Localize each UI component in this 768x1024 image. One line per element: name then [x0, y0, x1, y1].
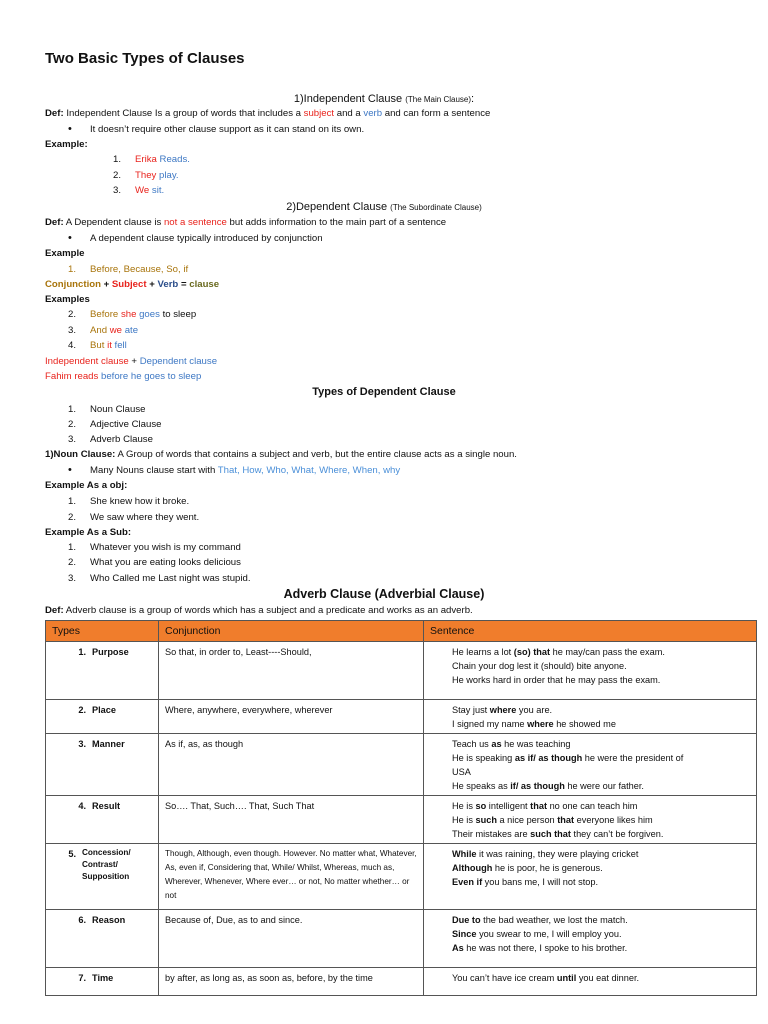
example-sentence — [452, 737, 750, 751]
list-number: 2. — [113, 170, 122, 181]
independent-clause-label: Independent clause — [45, 356, 129, 367]
table-row — [46, 968, 757, 996]
sentence-text: you swear to me, I will employ you. — [476, 929, 622, 939]
sentence-text: He is — [452, 801, 476, 811]
sentence-text: He learns a lot — [452, 647, 514, 657]
adverb-heading: Adverb Clause (Adverbial Clause) — [283, 587, 485, 601]
type-cell — [46, 910, 159, 968]
sentence-text: he were our father. — [564, 781, 644, 791]
clause-combination — [45, 356, 217, 368]
conjunction-examples: Before, Because, So, if — [90, 264, 189, 275]
example-sentence — [452, 645, 750, 659]
list-number: 3. — [68, 325, 77, 336]
dependent-clause-label: Dependent clause — [139, 356, 218, 367]
example-sentence — [452, 927, 750, 941]
list-label: What you are eating looks delicious — [90, 557, 241, 568]
example-sentence — [452, 813, 750, 827]
clause-formula — [45, 279, 219, 291]
type-cell — [46, 642, 159, 700]
sentence-keyword: that — [530, 801, 548, 811]
list-item — [68, 573, 251, 585]
dependent-heading-text: 2)Dependent Clause — [286, 201, 388, 213]
formula-conjunction: Conjunction — [45, 279, 101, 290]
type-label: Place — [92, 705, 117, 715]
list-item — [68, 512, 199, 524]
formula-plus: + — [146, 279, 158, 290]
sentence-text: USA — [452, 767, 471, 777]
type-number: 6. — [78, 915, 86, 925]
list-number: 2. — [68, 512, 77, 523]
list-label: Noun Clause — [90, 404, 146, 415]
sentence-text: they can’t be forgiven. — [570, 829, 664, 839]
sentence-keyword: where — [489, 705, 517, 715]
independent-heading-sub: (The Main Clause) — [405, 95, 472, 104]
sentence-text: no one can teach him — [547, 801, 638, 811]
type-label: Manner — [92, 739, 125, 749]
sentence-text: You can’t have ice cream — [452, 973, 557, 983]
example-conjunction: Before — [90, 309, 119, 320]
sentence-text: He is speaking — [452, 753, 515, 763]
sentence-keyword: until — [556, 973, 577, 983]
def-text: and a — [334, 108, 364, 119]
list-item — [113, 170, 179, 182]
example-sub-label: Example As a Sub: — [45, 527, 132, 538]
formula-subject: Subject — [111, 279, 147, 290]
list-number: 4. — [68, 340, 77, 351]
def-text: Adverb clause is a group of words which has a subject and a predicate and works as an adverb. — [63, 605, 473, 616]
table-row — [46, 844, 757, 910]
sentence-keyword: where — [527, 719, 554, 729]
sentence-keyword: Due to — [452, 915, 481, 925]
examples-label: Examples — [45, 294, 90, 305]
combination-example — [45, 371, 201, 383]
conjunction-cell: As if, as, as though — [159, 734, 424, 796]
bullet-keywords: That, How, Who, What, Where, When, why — [217, 465, 401, 476]
type-label: Time — [92, 973, 114, 983]
sentence-text: it was raining, they were playing cricket — [476, 849, 639, 859]
list-label: Whatever you wish is my command — [90, 542, 241, 553]
sentence-text: Chain your dog lest it (should) bite anyone. — [452, 661, 627, 671]
table-row — [46, 910, 757, 968]
types-heading: Types of Dependent Clause — [312, 386, 456, 398]
sentence-cell — [424, 844, 757, 910]
list-item — [68, 340, 127, 352]
sentence-text: intelligent — [486, 801, 531, 811]
type-number: 1. — [78, 647, 86, 657]
example-sentence — [452, 971, 750, 985]
def-text: and can form a sentence — [382, 108, 491, 119]
sentence-keyword: if/ as though — [510, 781, 565, 791]
sentence-text: Teach us — [452, 739, 492, 749]
formula-equals: = — [178, 279, 190, 290]
combination-dependent: before he goes to sleep — [101, 371, 202, 382]
list-item — [68, 434, 153, 446]
sentence-text: a nice person — [496, 815, 558, 825]
adverb-clause-table — [45, 620, 757, 996]
sentence-text: Stay just — [452, 705, 490, 715]
noun-clause-label: 1)Noun Clause: — [45, 449, 116, 460]
list-number: 2. — [68, 309, 77, 320]
sentence-keyword: as if/ as though — [514, 753, 583, 763]
example-sentence — [452, 913, 750, 927]
table-header-row — [46, 621, 757, 642]
combination-plus: + — [128, 356, 140, 367]
type-number: 2. — [78, 705, 86, 715]
example-label: Example — [45, 248, 85, 259]
sentence-text: Their mistakes are — [452, 829, 531, 839]
independent-heading-text: 1)Independent Clause — [293, 93, 403, 105]
sentence-keyword: As — [452, 943, 464, 953]
table-row — [46, 734, 757, 796]
sentence-text: he was teaching — [501, 739, 571, 749]
type-label: Purpose — [92, 647, 129, 657]
sentence-text: he was not there, I spoke to his brother. — [463, 943, 628, 953]
sentence-keyword: Even if — [452, 877, 483, 887]
list-item — [68, 309, 196, 321]
list-label: Adjective Clause — [90, 419, 162, 430]
type-number: 7. — [78, 973, 86, 983]
example-sentence — [452, 941, 750, 955]
sentence-keyword: Although — [452, 863, 493, 873]
example-conjunction: But — [90, 340, 105, 351]
sentence-text: you bans me, I will not stop. — [482, 877, 599, 887]
independent-heading-colon: : — [471, 93, 475, 105]
sentence-text: he showed me — [553, 719, 616, 729]
sentence-text: He speaks as — [452, 781, 511, 791]
list-item — [68, 496, 189, 508]
type-cell — [46, 844, 159, 910]
type-cell — [46, 734, 159, 796]
example-verb: goes — [139, 309, 160, 320]
example-sentence — [452, 751, 750, 765]
example-verb: play. — [159, 170, 179, 181]
dependent-heading — [0, 201, 768, 214]
independent-bullet: • It doesn’t require other clause support as it can stand on its own. — [90, 124, 364, 136]
sentence-text: He works hard in order that he may pass the exam. — [452, 675, 661, 685]
noun-clause-bullet — [90, 465, 400, 477]
list-number: 1. — [68, 542, 77, 553]
sentence-keyword: such that — [530, 829, 571, 839]
list-label: Adverb Clause — [90, 434, 153, 445]
example-sentence — [452, 861, 750, 875]
sentence-text: he were the president of — [582, 753, 684, 763]
type-number: 4. — [78, 801, 86, 811]
adverb-definition — [45, 605, 473, 617]
example-verb: fell — [114, 340, 127, 351]
sentence-cell — [424, 700, 757, 734]
list-item — [68, 264, 188, 276]
sentence-keyword: (so) that — [513, 647, 551, 657]
independent-heading — [0, 93, 768, 106]
formula-verb: Verb — [157, 279, 179, 290]
list-number: 1. — [113, 154, 122, 165]
independent-definition — [45, 108, 490, 120]
formula-plus: + — [100, 279, 112, 290]
list-number: 2. — [68, 557, 77, 568]
list-label: We saw where they went. — [90, 512, 200, 523]
example-sentence — [452, 847, 750, 861]
sentence-text: He is — [452, 815, 476, 825]
example-sentence — [452, 779, 750, 793]
list-number: 1. — [68, 404, 77, 415]
sentence-cell — [424, 968, 757, 996]
def-highlight: not a sentence — [163, 217, 227, 228]
list-item — [68, 542, 241, 554]
sentence-text: the bad weather, we lost the match. — [480, 915, 628, 925]
type-label: Reason — [92, 915, 126, 925]
conjunction-cell: Though, Although, even though. However. No matter what, Whatever, As, even if, Considering that, While/ Whilst, Whereas, much as, Wherever, Whenever, Where ever… or not, No matter whether… or not — [159, 844, 424, 910]
list-number: 2. — [68, 419, 77, 430]
list-label: Who Called me Last night was stupid. — [90, 573, 251, 584]
example-conjunction: And — [90, 325, 108, 336]
column-header-sentence: Sentence — [424, 621, 757, 642]
example-verb: ate — [124, 325, 139, 336]
sentence-keyword: so — [475, 801, 487, 811]
sentence-cell — [424, 642, 757, 700]
sentence-cell — [424, 796, 757, 844]
def-verb: verb — [363, 108, 383, 119]
list-item — [68, 419, 161, 431]
formula-clause: clause — [189, 279, 220, 290]
sentence-keyword: While — [452, 849, 477, 859]
example-sentence — [452, 875, 750, 889]
def-label: Def: — [45, 605, 64, 616]
sentence-keyword: as — [491, 739, 502, 749]
table-row — [46, 700, 757, 734]
def-label: Def: — [45, 108, 64, 119]
example-sentence — [452, 827, 750, 841]
sentence-text: everyone likes him — [574, 815, 653, 825]
example-sentence — [452, 765, 750, 779]
sentence-text: he may/can pass the exam. — [550, 647, 665, 657]
list-item — [68, 404, 145, 416]
sentence-keyword: such — [475, 815, 497, 825]
list-item — [68, 325, 138, 337]
example-sentence — [452, 703, 750, 717]
type-cell — [46, 968, 159, 996]
type-label: Result — [92, 801, 121, 811]
dependent-definition — [45, 217, 446, 229]
def-text: but adds information to the main part of a sentence — [226, 217, 447, 228]
list-item — [68, 557, 241, 569]
sentence-cell — [424, 734, 757, 796]
column-header-conjunction: Conjunction — [159, 621, 424, 642]
example-sentence — [452, 799, 750, 813]
conjunction-cell: Where, anywhere, everywhere, wherever — [159, 700, 424, 734]
type-number: 5. — [68, 849, 76, 859]
table-row — [46, 642, 757, 700]
noun-clause-text: A Group of words that contains a subject and verb, but the entire clause acts as a single noun. — [115, 449, 517, 460]
type-cell — [46, 796, 159, 844]
def-text: A Dependent clause is — [63, 217, 164, 228]
sentence-keyword: Since — [452, 929, 477, 939]
noun-clause-definition — [45, 449, 517, 461]
def-text: Independent Clause Is a group of words that includes a — [63, 108, 304, 119]
conjunction-cell: by after, as long as, as soon as, before, by the time — [159, 968, 424, 996]
conjunction-cell: Because of, Due, as to and since. — [159, 910, 424, 968]
example-subject: Erika — [135, 154, 157, 165]
example-sentence — [452, 717, 750, 731]
list-item — [113, 154, 190, 166]
sentence-text: he is poor, he is generous. — [492, 863, 603, 873]
sentence-text: you are. — [516, 705, 553, 715]
bullet-text: Many Nouns clause start with — [90, 465, 218, 476]
list-label: She knew how it broke. — [90, 496, 190, 507]
sentence-text: I signed my name — [452, 719, 528, 729]
example-subject: We — [135, 185, 150, 196]
page-title: Two Basic Types of Clauses — [45, 50, 245, 67]
example-subject: she — [120, 309, 137, 320]
example-label: Example: — [45, 139, 88, 150]
list-item — [113, 185, 164, 197]
sentence-cell — [424, 910, 757, 968]
example-sentence — [452, 659, 750, 673]
dependent-bullet: • A dependent clause typically introduced by conjunction — [90, 233, 323, 245]
combination-independent: Fahim reads — [45, 371, 99, 382]
example-obj-label: Example As a obj: — [45, 480, 128, 491]
list-number: 3. — [113, 185, 122, 196]
column-header-types: Types — [46, 621, 159, 642]
type-number: 3. — [78, 739, 86, 749]
sentence-keyword: that — [557, 815, 575, 825]
table-body — [46, 642, 757, 996]
sentence-text: you eat dinner. — [576, 973, 640, 983]
example-rest: to sleep — [159, 309, 197, 320]
example-subject: we — [109, 325, 123, 336]
conjunction-cell: So that, in order to, Least----Should, — [159, 642, 424, 700]
example-verb: Reads. — [159, 154, 190, 165]
list-number: 3. — [68, 434, 77, 445]
list-number: 1. — [68, 496, 77, 507]
type-label: Concession/ Contrast/ Supposition — [82, 848, 131, 881]
list-number: 3. — [68, 573, 77, 584]
dependent-heading-sub: (The Subordinate Clause) — [390, 203, 482, 212]
def-label: Def: — [45, 217, 64, 228]
type-cell — [46, 700, 159, 734]
list-number: 1. — [68, 264, 77, 275]
example-subject: it — [107, 340, 112, 351]
conjunction-cell: So…. That, Such…. That, Such That — [159, 796, 424, 844]
example-subject: They — [135, 170, 157, 181]
table-row — [46, 796, 757, 844]
def-subject: subject — [303, 108, 335, 119]
example-verb: sit. — [151, 185, 165, 196]
example-sentence — [452, 673, 750, 687]
